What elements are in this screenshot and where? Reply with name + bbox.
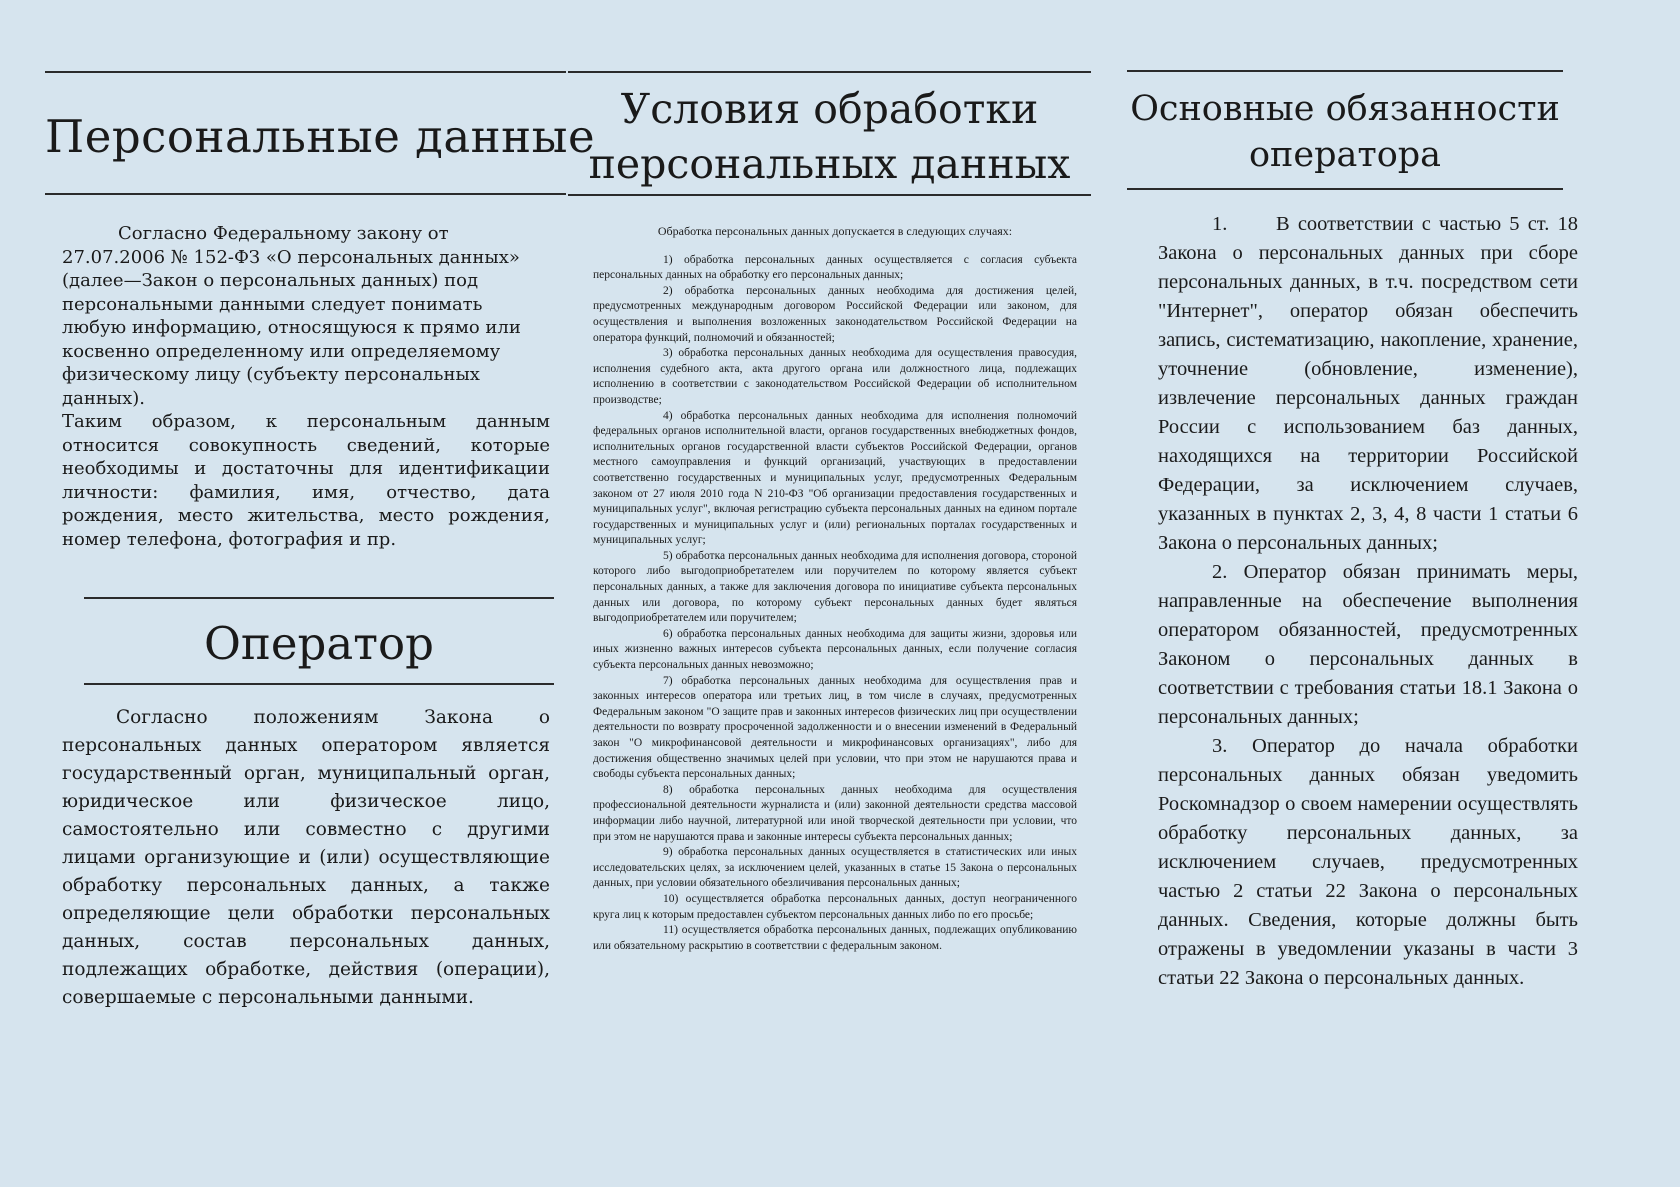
- col2-item: 8) обработка персональных данных необходима для осуществления профессиональной деятельности журналиста и (или) законной деятельности средства массовой информации либо научной, литературной или иной творческой деятельности при условии, что при этом не нарушаются права и законные интересы субъекта персональных данных;: [593, 783, 1077, 843]
- col2-item: 3) обработка персональных данных необходима для осуществления правосудия, исполнения судебного акта, акта другого органа или должностного лица, подлежащих исполнению в соответствии с законодательством Российской Федерации об исполнительном производстве;: [593, 347, 1077, 406]
- col3-body: [1158, 210, 1578, 993]
- col1-body: [62, 222, 550, 551]
- col2-item: 5) обработка персональных данных необходима для исполнения договора, стороной которого либо выгодоприобретателем или поручителем по которому является субъект персональных данных, а также для заключения договора по инициативе субъекта персональных данных или договора, по которому субъект персональных данных будет являться выгодоприобретателем или поручителем;: [593, 549, 1077, 625]
- col2-top-rule: [568, 71, 1091, 73]
- col2-body: [593, 224, 1077, 954]
- col2-item: 6) обработка персональных данных необходима для защиты жизни, здоровья или иных жизненно важных интересов субъекта персональных данных, если получение согласия субъекта персональных данных невозможно;: [593, 627, 1077, 672]
- col1-bottom-rule: [45, 193, 566, 195]
- col2-title-line1: Условия обработки: [620, 85, 1039, 133]
- col3-item: [1158, 732, 1578, 993]
- operator-text: Согласно положениям Закона о персональных данных оператором является государственный орган, муниципальный орган, юридическое или физическое лицо, самостоятельно или совместно с другими лицами организующие и (или) осуществляющие обработку персональных данных, а также определяющие цели обработки персональных данных, состав персональных данных, подлежащих обработке, действия (операции), совершаемые с персональными данными.: [62, 707, 550, 1008]
- col2-item: 9) обработка персональных данных осуществляется в статистических или иных исследовательских целях, за исключением целей, указанных в статье 15 Закона о персональных данных, при условии обязательного обезличивания персональных данных;: [593, 846, 1077, 890]
- col3-item-text: В соответствии с частью 5 ст. 18 Закона о персональных данных при сборе персональных данных, в т.ч. посредством сети "Интернет", оператор обязан обеспечить запись, систематизацию, накопление, хранение, уточнение (обновление, изменение), извлечение персональных данных граждан России с использованием баз данных, находящихся на территории Российской Федерации, за исключением случаев, указанных в пунктах 2, 3, 4, 8 части 1 статьи 6 Закона о персональных данных;: [1158, 213, 1578, 554]
- col3-title: [1127, 86, 1563, 178]
- col3-item-number: 2.: [1212, 561, 1228, 583]
- operator-title: Оператор: [204, 617, 434, 670]
- col2-item: 7) обработка персональных данных необходима для осуществления прав и законных интересов оператора или третьих лиц, в том числе в случаях, предусмотренных Федеральным законом "О защите прав и законных интересов физических лиц при осуществлении деятельности по возврату просроченной задолженности и о внесении изменений в Федеральный закон "О микрофинансовой деятельности и микрофинансовых организациях", либо для достижения общественно значимых целей при условии, что при этом не нарушаются права и свободы субъекта персональных данных;: [593, 674, 1077, 781]
- col2-item: 11) осуществляется обработка персональных данных, подлежащих опубликованию или обязательному раскрытию в соответствии с федеральным законом.: [593, 924, 1077, 952]
- col3-item-text: Оператор до начала обработки персональных данных обязан уведомить Роскомнадзор о своем намерении осуществлять обработку персональных данных, за исключением случаев, предусмотренных частью 2 статьи 22 Закона о персональных данных. Сведения, которые должны быть отражены в уведомлении указаны в части 3 статьи 22 Закона о персональных данных.: [1158, 735, 1578, 989]
- col1-title: Персональные данные: [45, 110, 596, 163]
- col3-item-number: 1.: [1212, 213, 1228, 235]
- col3-item: [1158, 558, 1578, 732]
- col3-item-text: Оператор обязан принимать меры, направленные на обеспечение выполнения оператором обязанностей, предусмотренных Законом о персональных данных в соответствии с требования статьи 18.1 Закона о персональных данных;: [1158, 561, 1578, 728]
- col1-intro: Согласно Федеральному закону от 27.07.2006 № 152-ФЗ «О персональных данных» (далее—Закон о персональных данных) под персональными данными следует понимать любую информацию, относящуюся к прямо или косвенно определенному или определяемому физическому лицу (субъекту персональных данных).: [62, 223, 521, 409]
- col2-item: 2) обработка персональных данных необходима для достижения целей, предусмотренных международным договором Российской Федерации или законом, для осуществления и выполнения возложенных законодательством Российской Федерации на оператора функций, полномочий и обязанностей;: [593, 284, 1077, 344]
- operator-body: [62, 704, 550, 1012]
- col3-item-number: 3.: [1212, 735, 1228, 757]
- col3-title-line2: оператора: [1248, 135, 1442, 175]
- col2-title-line2: персональных данных: [588, 140, 1071, 188]
- col1-top-rule: [45, 71, 566, 73]
- col2-title: [568, 82, 1091, 192]
- col2-intro: Обработка персональных данных допускается в следующих случаях:: [657, 224, 1013, 238]
- col1-text: Таким образом, к персональным данным относится совокупность сведений, которые необходимы и достаточны для идентификации личности: фамилия, имя, отчество, дата рождения, место жительства, место рождения, номер телефона, фотография и пр.: [62, 411, 550, 550]
- col3-bottom-rule: [1127, 188, 1563, 190]
- col3-top-rule: [1127, 70, 1563, 72]
- operator-bottom-rule: [84, 683, 554, 685]
- operator-top-rule: [84, 597, 554, 599]
- col2-bottom-rule: [568, 194, 1091, 196]
- col2-item: 10) осуществляется обработка персональных данных, доступ неограниченного круга лиц к которым предоставлен субъектом персональных данных либо по его просьбе;: [593, 892, 1077, 921]
- col2-item: 4) обработка персональных данных необходима для исполнения полномочий федеральных органов исполнительной власти, органов государственных внебюджетных фондов, исполнительных органов государственной власти субъектов Российской Федерации, органов местного самоуправления и функций организаций, участвующих в предоставлении соответственно государственных и муниципальных услуг, предусмотренных Федеральным законом от 27 июля 2010 года N 210-ФЗ "Об организации предоставления государственных и муниципальных услуг", включая регистрацию субъекта персональных данных на едином портале государственных и муниципальных услуг и (или) региональных порталах государственных и муниципальных услуг;: [593, 409, 1077, 547]
- col2-item: 1) обработка персональных данных осуществляется с согласия субъекта персональных данных на обработку его персональных данных;: [593, 253, 1077, 282]
- col3-title-line1: Основные обязанности: [1130, 89, 1560, 129]
- col3-item: [1158, 210, 1578, 558]
